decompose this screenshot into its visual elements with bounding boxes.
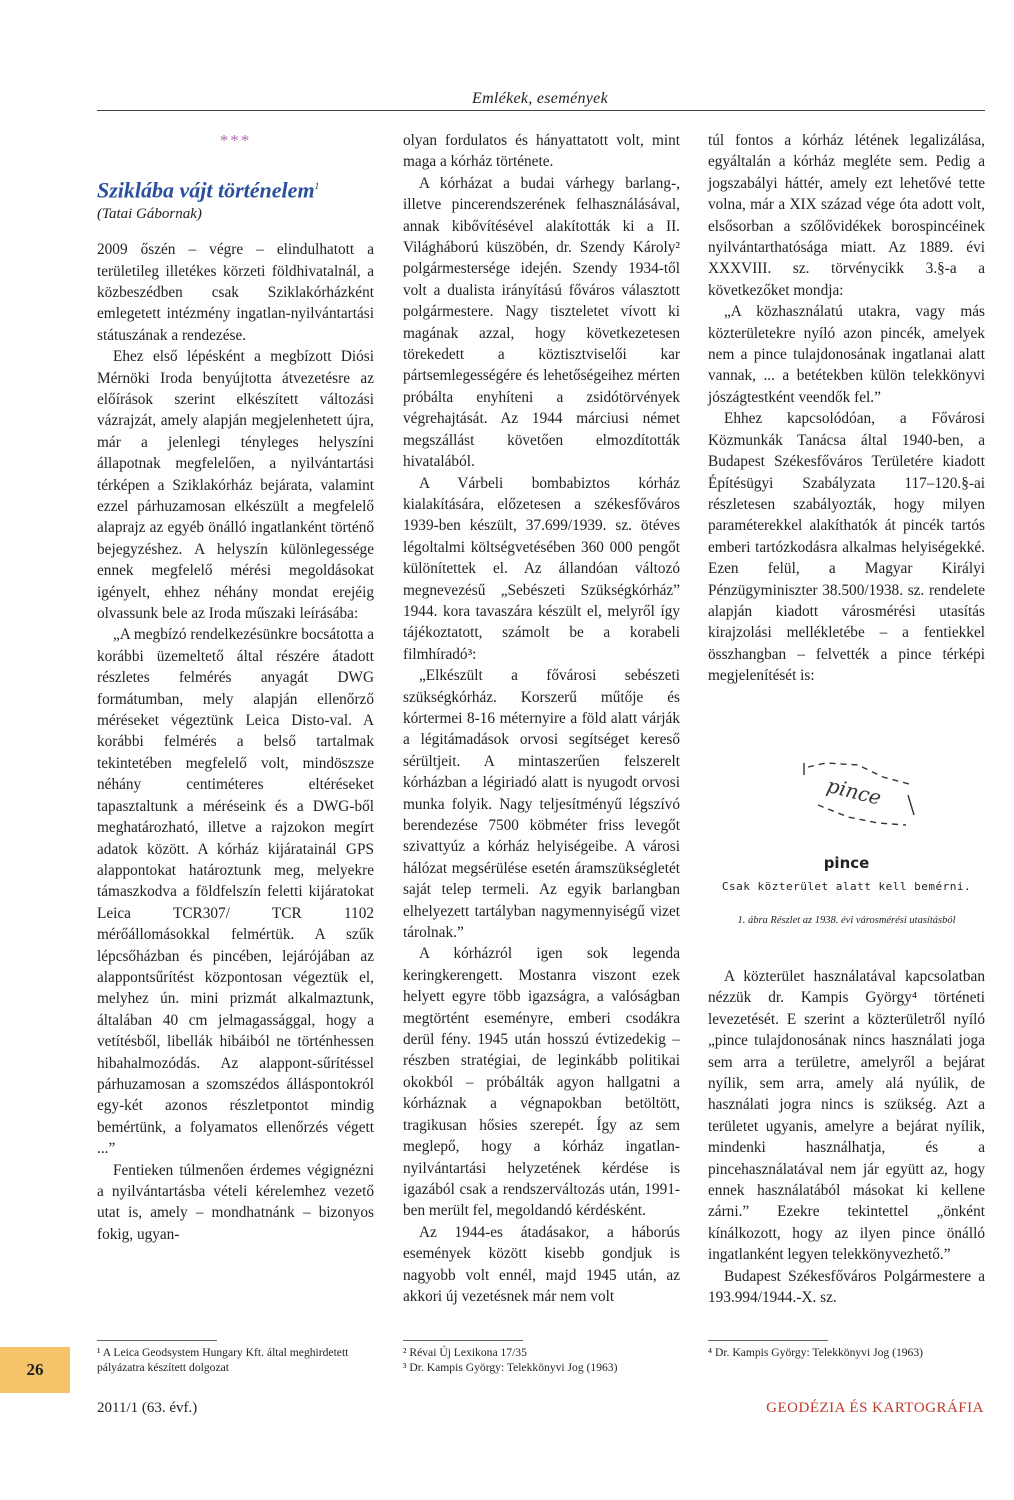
footnote-rule [403,1340,523,1341]
quote-paragraph: „A közhasználatú utakra, vagy más közterületekre nyíló azon pincék, amelyek nem a pince tulajdonosának ingatlanai alatt vannak, ... a betétekben külön telekkönyvi jószágtestként veendők fel.” [708,303,985,406]
header-rule [97,110,985,111]
footnote: ⁴ Dr. Kampis György: Telekkönyvi Jog (1963) [708,1346,924,1359]
footnote: ³ Dr. Kampis György: Telekkönyvi Jog (1963) [403,1361,618,1374]
sketch-label: pince [824,773,884,810]
paragraph: olyan fordulatos és hányattatott volt, mint maga a kórház története. [403,132,680,171]
figure-1 [708,745,985,926]
paragraph: túl fontos a kórház létének legalizálása, egyáltalán a kórház megléte sem. Pedig a jogszabályi háttér, amely ezt lehetővé tette volna, már a XIX század vége óta adott volt, elsősorban a szőlővidékek borospincéinek nyilvántarthatósága miatt. Az 1889. évi XXXVIII. sz. törvénycikk 3.§-a a következőket mondja: [708,132,985,299]
footnote-rule [97,1340,217,1341]
footnotes-col2 [403,1340,680,1375]
page-number: 26 [26,1360,44,1379]
title-footnote-mark: 1 [314,181,320,192]
running-header: Emlékek, események [472,90,608,107]
figure-caption: 1. ábra Részlet az 1938. évi városmérési utasításból [737,915,956,926]
figure-label: pince [823,854,870,872]
pince-map-symbol [708,745,985,845]
page-number-badge [0,1347,70,1393]
issue-info: 2011/1 (63. évf.) [97,1400,198,1416]
paragraph: A kórházat a budai várhegy barlang-, illetve pincerendszerének felhasználásával, annak kibővítésével alakították ki a II. Világháború küszöbén, dr. Szendy Károly² polgármestersége idején. Szendy 1934-től volt a dualista irányítású főváros választott polgármestere. Nagy tiszteletet vívott ki magának azzal, hogy következetesen törekedett a köztisztviselői kar pártsemlegességére és lehetőségeihez mérten próbálta enyhíteni a zsidótörvények végrehajtását. Az 1944 márciusi német megszállást követően elmozdították hivatalából. [403,174,680,471]
paragraph: A közterület használatával kapcsolatban nézzük dr. Kampis György⁴ történeti levezetését. E szerint a közterületről nyíló „pince tulajdonosának nincs használati joga sem arra a területre, amelyről a bejárat nyílik, sem arra, amely alá nyúlik, de használati jogra nincs is szükség. Azt a területet ugyanis, amelyre a bejárat nyílik, mindenki használhatja, és a pincehasználatával nem jár együtt az, hogy ennek használatából másokat ki kellene zárni.” Ezekre tekintettel „önként kínálkozott, hogy az ilyen pince önálló ingatlanként legyen telekkönyvezhető.” [708,968,985,1264]
paragraph: A kórházról igen sok legenda keringkerengett. Mostanra viszont ezek helyett egyre több igazságra, a valóságban megtörtént eseményre, emberi csodákra derül fény. 1945 után hosszú évtizedekig – részben stratégiai, de leginkább politikai okokból – próbálták agyon hallgatni a kórháznak a végnapokban betöltött, tragikusan hősies szerepét. Így az sem meglepő, hogy a kórház ingatlan-nyilvántartási helyzetének kérdése is igazából csak a rendszerváltozás után, 1991-ben merült fel, megoldandó kérdésként. [403,945,680,1220]
paragraph: A Várbeli bombabiztos kórház kialakítására, előzetesen a székesfőváros 1939-ben készült, 37.699/1939. sz. ötéves légoltalmi költségvetésében 360 000 pengőt különítettek el. Az állandóan változó megnevezésű „Sebészeti Szükségkórház” 1944. kora tavaszára készült el, melyről így tájékoztatott, számolt be a korabeli filmhíradó³: [403,474,680,663]
paragraph: Ehez első lépésként a megbízott Diósi Mérnöki Iroda benyújtotta átvezetésre az előírások szerint elkészített változási vázrajzát, amely alapján megjelenhetett újra, már a jelenlegi tényleges helyszíni állapotnak megfelelően, a nyilvántartási térképen a Sziklakórház bejárata, valamint ezzel párhuzamosan elkészült a megfelelő alaprajz az egyéb önálló ingatlanként történő bejegyzéshez. A helyszín különlegessége ennek megfelelő mérési megoldásokat igényelt, ehhez néhány mondat erejéig olvassunk bele az Iroda műszaki leírásába: [97,348,374,623]
column-2 [403,130,680,1307]
article-title: Sziklába vájt történelem$^1$ [97,177,320,203]
paragraph: Fentieken túlmenően érdemes végignézni a nyilvántartásba vételi kérelemhez vezető utat is, amely – mondhatnánk – bizonyos fokig, ugyan- [97,1161,374,1243]
footnote: ¹ A Leica Geodsystem Hungary Kft. által meghirdetett pályázatra készített dolgozat [97,1346,349,1374]
journal-name: GEODÉZIA ÉS KARTOGRÁFIA [766,1400,984,1416]
footnotes-col3 [708,1340,985,1360]
figure-sublabel: Csak közterület alatt kell bemérni. [721,880,972,893]
article-dedication: (Tatai Gábornak) [97,205,202,222]
paragraph: 2009 őszén – végre – elindulhatott a területileg illetékes körzeti földhivatalnál, a közbeszédben csak Sziklakórházként emlegetett intézmény ingatlan-nyilvántartási státuszának a rendezése. [97,241,374,344]
column-3-continued [708,966,985,1309]
footnotes-col1 [97,1340,374,1375]
column-1 [97,130,374,1245]
column-3 [708,130,985,687]
paragraph: Budapest Székesfőváros Polgármestere a 193.994/1944.-X. sz. [708,1267,985,1307]
quote-paragraph: „A megbízó rendelkezésünkre bocsátotta a korábbi üzemeltető által részére átadott részletes felmérés anyagát DWG formátumban, mely alapján ellenőrző méréseket végeztünk Leica Disto-val. A korábbi felmérés a belső tartalmak tekintetében megfelelő volt, mindöszsze néhány centiméteres eltéréseket tapasztaltunk a méréseink és a DWG-ből meghatározható, illetve a rajzokon megírt adatok között. A kórház kijáratainál GPS alappontokat határoztunk meg, melyekre támaszkodva a földfelszín feletti kijáratokat Leica TCR307/ TCR 1102 mérőállomásokkal felmértük. A szűk lépcsőházban és pincében, lejárójában az alappontsűrítést központosan végeztük el, melyhez ún. mini prizmát alkalmaztunk, általában 40 cm jelmagassággal, hogy a vetítésből, libellák hibáiból ne történhessen hibahalmozódás. Az alappont-sűrítéssel párhuzamosan a szomszédos álláspontokról egy-két azonos részletpontot mindig bemértünk, a folyamatos ellenőrzés végett ...” [97,626,374,1158]
paragraph: Ehhez kapcsolódóan, a Fővárosi Közmunkák Tanácsa által 1940-ben, a Budapest Székesfőváros Területére kiadott Építésügyi Szabályzata 117–120.§-ai részletesen szabályozták, hogy milyen paraméterekkel alakíthatók át pincék tartós emberi tartózkodásra alkalmas helyiségekké. Ezen felül, a Magyar Királyi Pénzügyminiszter 38.500/1938. sz. rendelete alapján kiadott városmérési utasítás kirajzolási mellékletébe – a fentiekkel összhangban – felvették a pince térképi megjelenítését is: [708,410,985,685]
quote-paragraph: „Elkészült a fővárosi sebészeti szükségkórház. Korszerű műtője és kórtermei 8-16 méternyire a föld alatt várják a légitámadások orvosi segítséget kereső sérültjeit. A mintaszerűen felszerelt kórházban a légiriadó alatt is nyugodt orvosi munka folyik. Nagy teljesítményű légszívó berendezése 7500 köbméter friss levegőt szivattyúz a kórház helyiségeibe. A városi hálózat megsérülése esetén áramszükségletét saját telep termeli. Az egyik barlangban elhelyezett tartályban nagymennyiségű vizet tárolnak.” [403,667,680,942]
footnote: ² Révai Új Lexikona 17/35 [403,1346,527,1359]
footnote-rule [708,1340,828,1341]
paragraph: Az 1944-es átadásakor, a háborús események között kisebb gondjuk is nagyobb volt ennél, majd 1945 után, az akkori új vezetésnek már nem volt [403,1223,680,1305]
section-stars: *** [219,131,252,150]
